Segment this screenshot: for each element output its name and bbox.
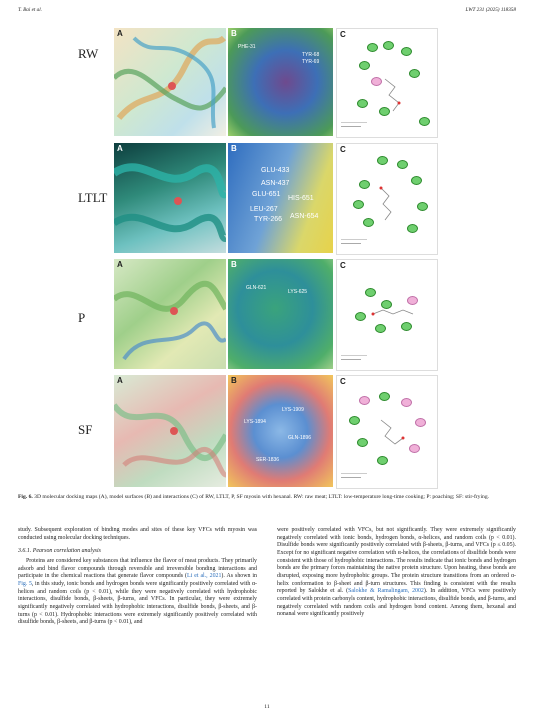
text-run: were positively correlated with VFCs, but not significantly. They were extremely significantly negatively correlated with ionic bonds, hydrogen bonds, α-helices, and random coils (p < 0.01). Disulfide bonds were significantly positively correlated with β-sheets, β-turns, and VFCs (p ≤ 0.05). Except for no significant negative correlation with α-helices, the correlations of disulfide bonds were consistent with those of hydrophobic interactions. The results indicate that ionic bonds and hydrogen bonds are the primary forces maintaining the native protein structure. Upon heating, these bonds are disrupted, exposing more hydrophobic groups. The protein structure transitions from an ordered α-helix conformation to β-sheet and β-turn structures. This finding is consistent with the results reported by Salokhe et al. ( — [277, 527, 516, 595]
panel-a-sf — [114, 375, 226, 487]
panel-c-sf — [336, 375, 438, 489]
residue-label: TYR-69 — [302, 59, 320, 65]
residue-label: SER-1836 — [256, 457, 280, 463]
panel-letter-b: B — [231, 376, 237, 385]
panel-letter-c: C — [340, 30, 346, 39]
citation-link[interactable]: Salokhe & Ramalingam, 2002 — [348, 588, 424, 595]
panel-a-ltlt — [114, 143, 226, 253]
interaction-legend — [341, 473, 367, 484]
citation-link[interactable]: Li et al., 2021 — [186, 573, 222, 580]
residue-label: HIS-651 — [288, 195, 314, 202]
paragraph — [18, 558, 257, 627]
section-heading: 3.6.1. Pearson correlation analysis — [18, 548, 101, 555]
ligand-structure — [337, 260, 437, 370]
residue-label: LYS-1909 — [282, 407, 304, 413]
panel-letter-c: C — [340, 145, 346, 154]
residue-label: LYS-1894 — [244, 419, 266, 425]
residue-label: LEU-267 — [250, 206, 278, 213]
panel-b-rw — [228, 28, 333, 136]
page-number: 11 — [264, 704, 270, 710]
interaction-legend — [341, 239, 367, 250]
figure-caption — [18, 494, 516, 501]
row-label-rw: RW — [78, 46, 99, 61]
panel-c-p — [336, 259, 438, 371]
ribbon-structure-p — [114, 259, 226, 369]
residue-label: TYR-266 — [254, 216, 283, 223]
row-label-sf: SF — [78, 422, 93, 437]
residue-label: GLU-651 — [252, 191, 281, 198]
right-column — [277, 527, 516, 619]
panel-c-ltlt — [336, 143, 438, 255]
paragraph: study. Subsequent exploration of binding modes and sites of these key VFCs with myosin was conducted using molecular docking techniques. — [18, 527, 257, 541]
panel-letter-a: A — [117, 260, 123, 269]
residue-label: ASN-437 — [261, 180, 290, 187]
caption-text: 3D molecular docking maps (A), model surfaces (B) and interactions (C) of RW, LTLT, P, SF myosin with hexanal. RW: raw meat; LTLT: low-temperature long-time cooking; P: poaching; SF: stir-frying. — [32, 494, 490, 500]
panel-a-rw — [114, 28, 226, 136]
panel-c-rw — [336, 28, 438, 138]
interaction-legend — [341, 122, 367, 133]
panel-letter-a: A — [117, 376, 123, 385]
residue-label: GLN-1896 — [288, 435, 312, 441]
left-column — [18, 527, 257, 627]
figure-label: Fig. 6. — [18, 494, 33, 500]
ribbon-structure-sf — [114, 375, 226, 487]
ligand-structure — [337, 29, 437, 137]
text-run: Proteins are considered key substances that influence the flavor of meat products. They primarily adsorb and bind flavor compounds through reversible and irreversible bonding interactions and participate in the chemical reactions that generate flavor compounds ( — [18, 557, 257, 580]
text-run: ). In addition, VFCs were positively correlated with protein carbonyls content, hydrophobic interactions, disulfide bonds, and β-turns, and negatively correlated with random coils and hydrogen bond content. Among them, hexanal and nonanal were significantly positively — [277, 588, 516, 618]
panel-letter-a: A — [117, 29, 123, 38]
text-run: , in this study, ionic bonds and hydrogen bonds were significantly positively correlated with α-helices and random coils (p < 0.01), while they were negatively correlated with hydrophobic interactions, disulfide bonds, β-sheets, β-turns, and VFCs. In particular, they were extremely significantly negatively correlated with hydrophobic interactions, disulfide bonds, β-sheets, and β-turns (p < 0.01). Hydrophobic interactions were extremely significantly positively correlated with disulfide bonds, β-sheets, and β-turns (p < 0.01), and — [18, 580, 257, 626]
panel-b-p — [228, 259, 333, 369]
residue-label: TYR-68 — [302, 52, 320, 58]
ligand-structure — [337, 376, 437, 488]
panel-letter-b: B — [231, 29, 237, 38]
running-header-authors: T. Bai et al. — [18, 7, 42, 13]
running-header-journal: LWT 231 (2025) 118358 — [465, 7, 516, 13]
panel-letter-b: B — [231, 260, 237, 269]
panel-letter-b: B — [231, 144, 237, 153]
panel-letter-a: A — [117, 144, 123, 153]
panel-letter-c: C — [340, 261, 346, 270]
panel-b-ltlt — [228, 143, 333, 253]
panel-b-sf — [228, 375, 333, 487]
text-run: ). As shown in — [221, 573, 257, 580]
panel-letter-c: C — [340, 377, 346, 386]
row-label-p: P — [78, 310, 86, 325]
paragraph — [277, 527, 516, 619]
residue-label: LYS-625 — [288, 289, 308, 295]
figure-link[interactable]: Fig. 5 — [18, 580, 32, 587]
row-label-ltlt: LTLT — [78, 190, 108, 205]
ribbon-structure-rw — [114, 28, 226, 136]
residue-label: GLN-621 — [246, 285, 267, 291]
ribbon-structure-ltlt — [114, 143, 226, 253]
residue-label: GLU-433 — [261, 167, 290, 174]
ligand-structure — [337, 144, 437, 254]
residue-label: PHE-31 — [238, 44, 256, 50]
panel-a-p — [114, 259, 226, 369]
residue-label: ASN-654 — [290, 213, 319, 220]
interaction-legend — [341, 355, 367, 366]
